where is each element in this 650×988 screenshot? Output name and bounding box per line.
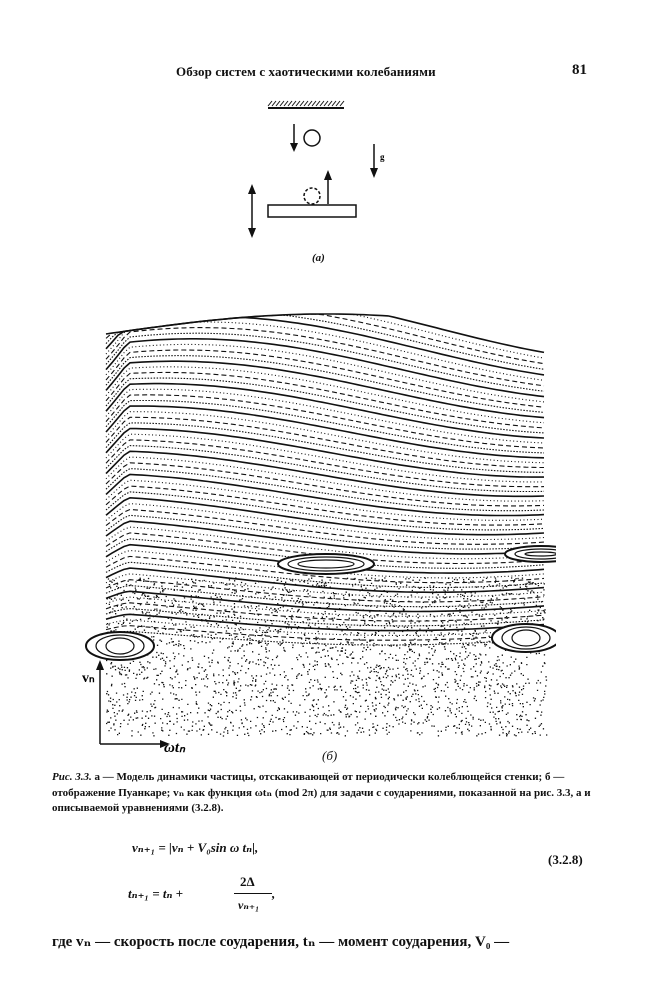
poincare-map xyxy=(76,278,556,756)
equation-fraction-denominator: vₙ₊₁ xyxy=(238,898,260,912)
figure-caption xyxy=(52,770,600,817)
gravity-label: g xyxy=(380,152,385,162)
fixed-ceiling xyxy=(268,101,344,108)
axes xyxy=(82,660,186,756)
rebounding-ball xyxy=(304,170,332,204)
fraction-bar xyxy=(234,893,272,894)
equation-number: (3.2.8) xyxy=(548,852,583,867)
oscillating-wall xyxy=(248,184,356,238)
equation-fraction-numerator: 2Δ xyxy=(240,874,255,889)
invariant-curve xyxy=(106,631,544,645)
gravity-arrow xyxy=(370,144,385,178)
panel-a-label: (a) xyxy=(312,252,325,264)
figure-a-diagram xyxy=(240,96,390,266)
running-title: Обзор систем с хаотическими колебаниями xyxy=(176,64,436,79)
island-orbit xyxy=(505,546,556,562)
falling-ball xyxy=(290,124,320,152)
y-axis-label: vₙ xyxy=(82,671,95,686)
equation-line-2-end: , xyxy=(272,886,276,901)
invariant-curve xyxy=(106,614,544,630)
running-head xyxy=(0,62,650,84)
invariant-curve xyxy=(106,620,544,636)
equation-line-1: vₙ₊₁ = |vₙ + V₀sin ω tₙ|, xyxy=(132,840,259,855)
panel-b-label: (б) xyxy=(322,748,338,763)
chaotic-orbit-points xyxy=(106,578,547,736)
caption-text: а — Модель динамики частицы, отскакивающей от периодически колеблющейся стенки; б — отображение Пуанкаре; vₙ как функция ωtₙ (mod 2π) для задачи с соударениями, показанной на рис. 3.3, а и описываемой уравнениями (3.2.8). xyxy=(52,771,591,814)
body-text-line: где vₙ — скорость после соударения, tₙ — момент соударения, V₀ — xyxy=(52,934,510,950)
equation-line-2-lhs: tₙ₊₁ = tₙ + xyxy=(128,886,184,901)
x-axis-label: ωtₙ xyxy=(164,740,185,756)
caption-label: Рис. 3.3. xyxy=(52,771,92,783)
invariant-curve xyxy=(106,626,544,641)
invariant-curve xyxy=(106,591,544,611)
page-number: 81 xyxy=(572,62,587,78)
